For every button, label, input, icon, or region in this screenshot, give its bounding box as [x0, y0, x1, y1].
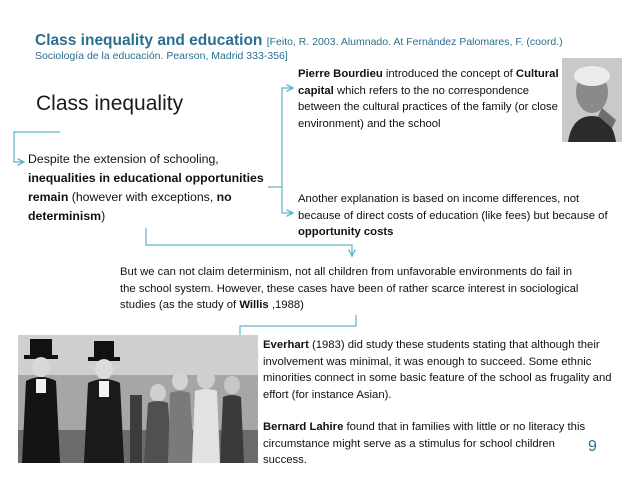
- another-explanation-text: [298, 191, 618, 241]
- cultural-capital-term: Cultural capital: [298, 68, 559, 97]
- bourdieu-text-1: introduced the concept of: [385, 68, 513, 80]
- header-reference-line2: Sociología de la educación. Pearson, Madrid 333-356]: [35, 50, 288, 62]
- determinism-text-1: But we can not claim determinism, not all children from unfavorable environments do fail in the school system. However, these cases have been of rather scarce interest in sociological studies (as the study of: [120, 266, 579, 311]
- everhart-name: Everhart: [263, 339, 309, 351]
- slide-title: Class inequality: [36, 92, 184, 115]
- left-text-2: (however with exceptions,: [71, 190, 214, 204]
- left-text-1: Despite the extension of schooling,: [28, 152, 219, 166]
- lahire-name: Bernard Lahire: [263, 421, 344, 433]
- another-text-1: Another explanation is based on income differences, not because of direct costs of education (like fees) but because of: [298, 193, 608, 222]
- lahire-text-block: [263, 419, 593, 469]
- header-title-text: Class inequality and education: [35, 32, 263, 49]
- left-bold-2: no determinism: [28, 190, 232, 223]
- opportunity-costs-term: opportunity costs: [298, 226, 394, 238]
- left-bold-1: inequalities in educational opportunities remain: [28, 171, 264, 204]
- determinism-text-block: [120, 264, 590, 314]
- bourdieu-name: Pierre Bourdieu: [298, 68, 383, 80]
- lahire-text: found that in families with little or no literacy this circumstance might serve as a stimulus for school children success.: [263, 421, 586, 466]
- bourdieu-text-block: [298, 66, 560, 132]
- schoolboys-photo: [18, 335, 258, 463]
- bourdieu-portrait-photo: [562, 58, 622, 142]
- willis-name: Willis: [239, 299, 269, 311]
- page-number: 9: [588, 438, 597, 455]
- determinism-text-2: ,1988): [271, 299, 304, 311]
- everhart-text: (1983) did study these students stating that although their involvement was minimal, it was enough to succeed. Some ethnic minorities connect in some basic feature of the school as frugality and effort (for instance Asian).: [263, 339, 612, 401]
- connector-left-to-another: [282, 187, 293, 213]
- bourdieu-text-2: which refers to the no correspondence between the cultural practices of the family (or close environment) and the school: [298, 84, 558, 130]
- left-text-block: [28, 150, 283, 226]
- everhart-text-block: [263, 337, 628, 403]
- left-text-3: ): [101, 209, 106, 223]
- header-reference-line1: [Feito, R. 2003. Alumnado. At Fernández Palomares, F. (coord.): [266, 36, 563, 48]
